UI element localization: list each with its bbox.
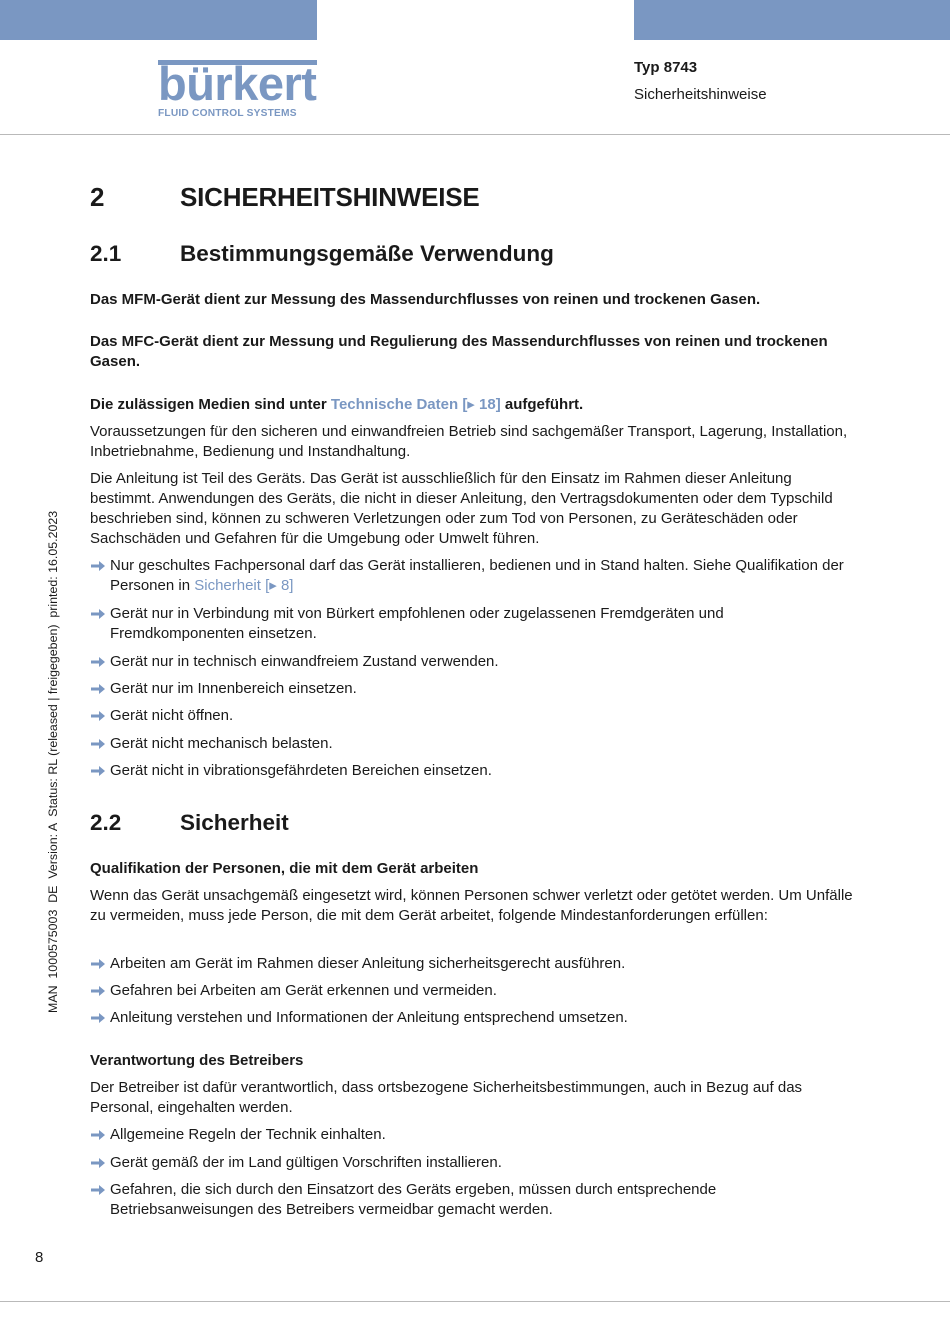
chapter-heading xyxy=(90,182,480,213)
arrow-right-icon xyxy=(90,606,106,622)
header-section: Sicherheitshinweise xyxy=(634,86,767,103)
paragraph-requirements: Voraussetzungen für den sicheren und einwandfreien Betrieb sind sachgemäßer Transport, Lagerung, Installation, Inbetriebnahme, Bedienung und Instandhaltung. xyxy=(90,423,848,460)
text: Gerät nicht mechanisch belasten. xyxy=(110,735,333,752)
section-number: 2.2 xyxy=(90,810,122,835)
subheading-operator: Verantwortung des Betreibers xyxy=(90,1052,304,1069)
arrow-right-icon xyxy=(90,1127,106,1143)
text: Die zulässigen Medien sind unter xyxy=(90,396,331,413)
text: Gerät gemäß der im Land gültigen Vorschriften installieren. xyxy=(110,1154,502,1171)
list-item xyxy=(90,706,860,726)
footer-divider xyxy=(0,1301,950,1302)
logo-word: bürkert xyxy=(158,57,317,110)
list-item xyxy=(90,1125,860,1145)
chapter-number: 2 xyxy=(90,182,105,212)
section-title: Sicherheit xyxy=(180,810,289,835)
logo-subtitle: FLUID CONTROL SYSTEMS xyxy=(158,108,297,119)
burkert-logo xyxy=(158,57,318,119)
arrow-right-icon xyxy=(90,654,106,670)
text: Gerät nicht öffnen. xyxy=(110,707,234,724)
text: Gerät nur in Verbindung mit von Bürkert empfohlenen oder zugelassenen Fremdgeräten und Fremdkomponenten einsetzen. xyxy=(110,605,724,642)
arrow-right-icon xyxy=(90,956,106,972)
paragraph-manual: Die Anleitung ist Teil des Geräts. Das Gerät ist ausschließlich für den Einsatz im Rahmen dieser Anleitung bestimmt. Anwendungen des Geräts, die nicht in dieser Anleitung, den Vertragsdokumenten oder dem Typschild beschrieben sind, können zu schweren Verletzungen oder zum Tod von Personen, zu Geräteschäden oder Sachschäden und Gefahren für die Umgebung oder Umwelt führen. xyxy=(90,470,833,547)
arrow-right-icon xyxy=(90,1010,106,1026)
text: Gerät nur im Innenbereich einsetzen. xyxy=(110,680,357,697)
section-2-2-heading xyxy=(90,810,289,836)
text: Arbeiten am Gerät im Rahmen dieser Anleitung sicherheitsgerecht ausführen. xyxy=(110,955,626,972)
list-item xyxy=(90,734,860,754)
chapter-title: SICHERHEITSHINWEISE xyxy=(180,182,480,212)
arrow-right-icon xyxy=(90,1155,106,1171)
section-title: Bestimmungsgemäße Verwendung xyxy=(180,241,554,266)
document-type: Typ 8743 xyxy=(634,59,698,76)
page-number: 8 xyxy=(35,1249,44,1266)
side-metadata: MAN 1000575003 DE Version: A Status: RL (released | freigegeben) printed: 16.05.2023 xyxy=(46,510,60,1013)
paragraph-media xyxy=(90,395,860,415)
arrow-right-icon xyxy=(90,736,106,752)
header-divider xyxy=(0,134,950,135)
arrow-right-icon xyxy=(90,983,106,999)
list-item xyxy=(90,1008,860,1028)
text: Gefahren bei Arbeiten am Gerät erkennen und vermeiden. xyxy=(110,982,497,999)
section-number: 2.1 xyxy=(90,241,122,266)
text: aufgeführt. xyxy=(500,396,584,413)
header-bar-right xyxy=(634,0,950,40)
paragraph-qualification: Wenn das Gerät unsachgemäß eingesetzt wird, können Personen schwer verletzt oder getötet werden. Um Unfälle zu vermeiden, muss jede Person, die mit dem Gerät arbeitet, folgende Mindestanforderungen erfüllen: xyxy=(90,887,853,924)
arrow-right-icon xyxy=(90,681,106,697)
link-technische-daten[interactable]: Technische Daten [▸ 18] xyxy=(330,396,501,413)
subheading-qualification: Qualifikation der Personen, die mit dem Gerät arbeiten xyxy=(90,860,479,877)
paragraph-operator: Der Betreiber ist dafür verantwortlich, dass ortsbezogene Sicherheitsbestimmungen, auch in Bezug auf das Personal, eingehalten werden. xyxy=(90,1079,803,1116)
text: Gefahren, die sich durch den Einsatzort des Geräts ergeben, müssen durch entsprechende Betriebsanweisungen des Betreibers vermeidbar gemacht werden. xyxy=(110,1181,717,1218)
paragraph-mfc: Das MFC-Gerät dient zur Messung und Regulierung des Massendurchflusses von reinen und trockenen Gasen. xyxy=(90,333,828,370)
arrow-right-icon xyxy=(90,1182,106,1198)
list-item xyxy=(90,1180,860,1220)
arrow-right-icon xyxy=(90,763,106,779)
text: Allgemeine Regeln der Technik einhalten. xyxy=(110,1126,386,1143)
arrow-right-icon xyxy=(90,558,106,574)
text: Gerät nur in technisch einwandfreiem Zustand verwenden. xyxy=(110,653,499,670)
list-item xyxy=(90,981,860,1001)
header-bar-left xyxy=(0,0,317,40)
section-2-1-heading xyxy=(90,241,554,267)
paragraph-mfm: Das MFM-Gerät dient zur Messung des Massendurchflusses von reinen und trockenen Gasen. xyxy=(90,291,761,308)
list-item xyxy=(90,761,860,781)
list-item xyxy=(90,679,860,699)
text: Nur geschultes Fachpersonal darf das Gerät installieren, bedienen und in Stand halten. Siehe Qualifikation der Personen in xyxy=(110,557,844,594)
arrow-right-icon xyxy=(90,708,106,724)
text: Gerät nicht in vibrationsgefährdeten Bereichen einsetzen. xyxy=(110,762,492,779)
list-item xyxy=(90,556,860,596)
list-item xyxy=(90,954,860,974)
link-sicherheit[interactable]: Sicherheit [▸ 8] xyxy=(194,577,294,594)
list-item xyxy=(90,1153,860,1173)
list-item xyxy=(90,652,860,672)
list-item xyxy=(90,604,860,644)
text: Anleitung verstehen und Informationen der Anleitung entsprechend umsetzen. xyxy=(110,1009,628,1026)
